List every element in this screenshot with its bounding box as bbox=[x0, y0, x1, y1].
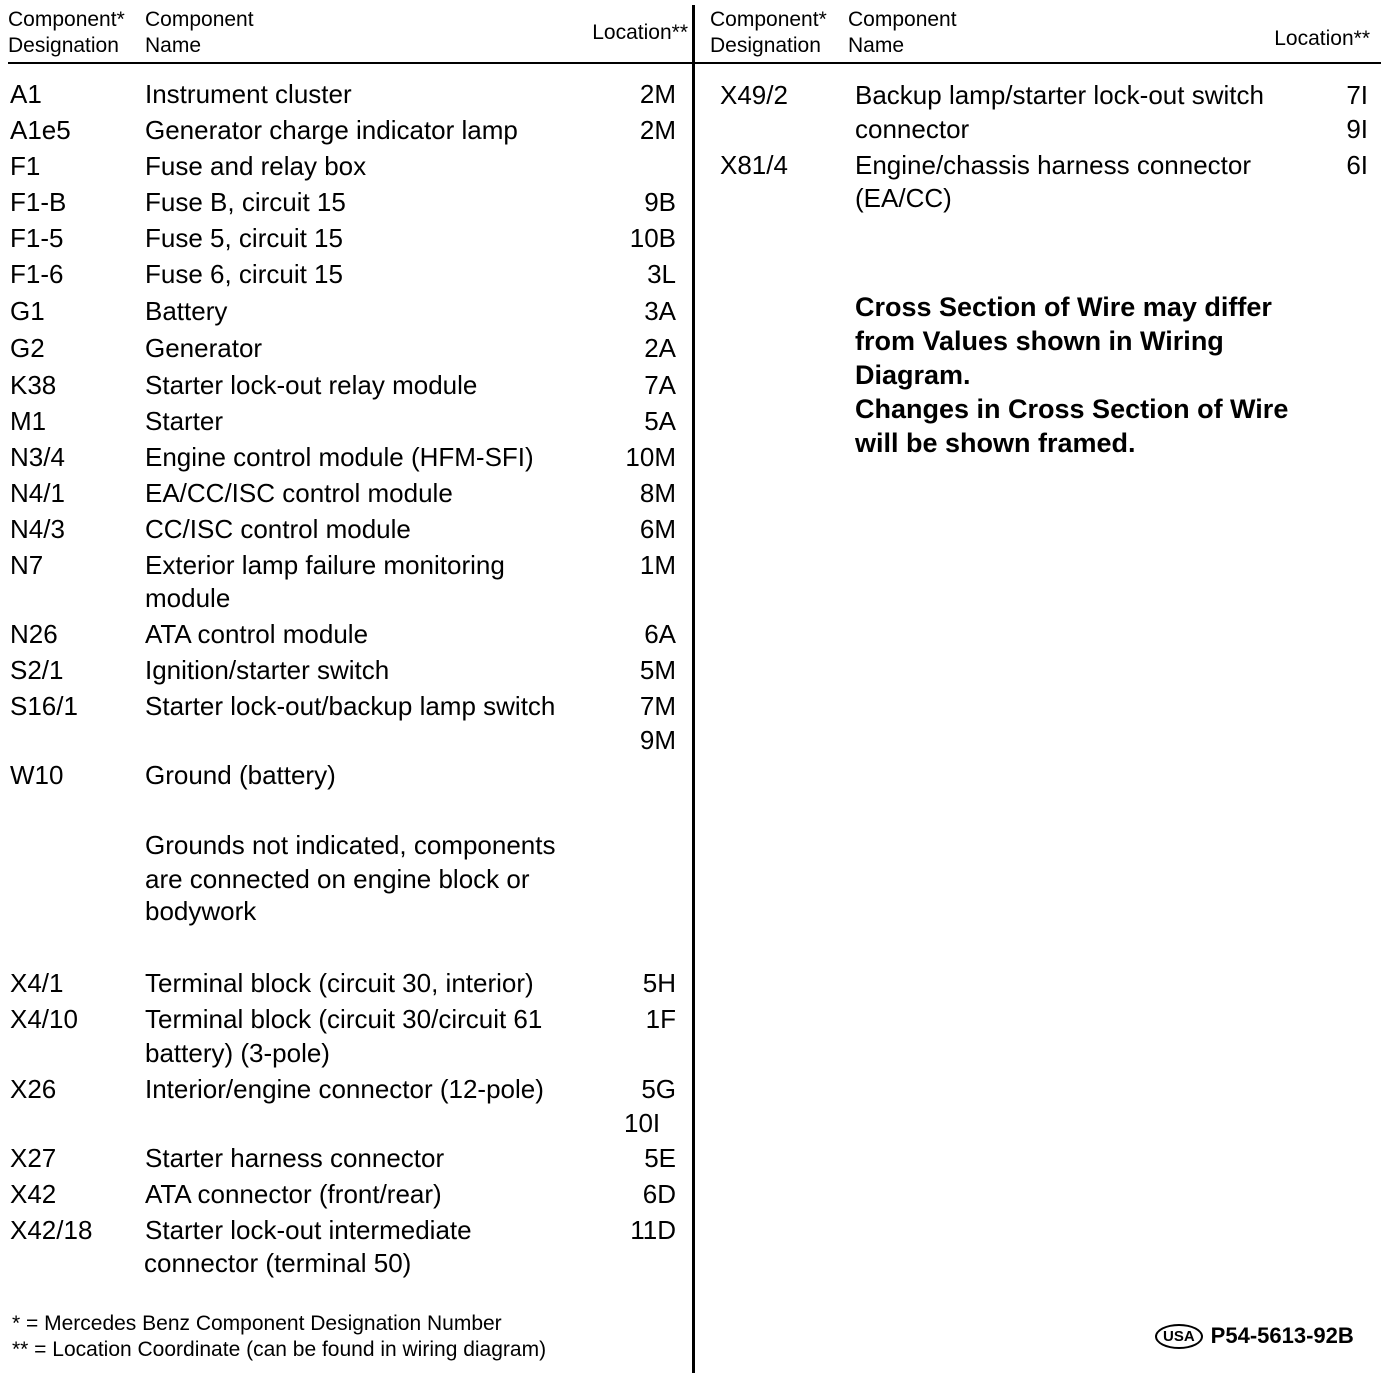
document-code: P54-5613-92B bbox=[1210, 1323, 1354, 1349]
note-line-1: Cross Section of Wire may differ from Values shown in Wiring Diagram. bbox=[855, 292, 1272, 390]
left-row-17-name: Starter lock-out/backup lamp switch bbox=[145, 691, 556, 721]
left-row-15-designation: N26 bbox=[10, 619, 58, 649]
left-row-23-location: 5H bbox=[642, 968, 676, 998]
left-row-20-name: Grounds not indicated, components bbox=[145, 830, 556, 860]
left-row-12-location: 6M bbox=[639, 514, 676, 544]
left-row-8-location: 7A bbox=[644, 370, 676, 400]
left-row-23-designation: X4/1 bbox=[10, 968, 64, 998]
right-row-1-name: connector bbox=[855, 114, 970, 144]
left-row-3-location: 9B bbox=[644, 187, 676, 217]
left-row-12-name: CC/ISC control module bbox=[145, 514, 411, 544]
left-row-11-name: EA/CC/ISC control module bbox=[145, 478, 453, 508]
left-row-22-name: bodywork bbox=[145, 896, 257, 926]
left-row-29-location: 6D bbox=[642, 1179, 676, 1209]
right-header-name: Component Name bbox=[848, 8, 957, 57]
left-row-14-name: module bbox=[145, 583, 231, 613]
left-row-1-location: 2M bbox=[639, 115, 676, 145]
left-row-30-location: 11D bbox=[630, 1215, 676, 1245]
left-row-11-location: 8M bbox=[639, 478, 676, 508]
right-row-0-location: 7I bbox=[1346, 80, 1368, 110]
left-row-2-designation: F1 bbox=[10, 151, 41, 181]
footnote-designation: * = Mercedes Benz Component Designation Number bbox=[12, 1312, 502, 1335]
left-row-13-designation: N7 bbox=[10, 550, 44, 580]
left-row-4-name: Fuse 5, circuit 15 bbox=[145, 223, 343, 253]
left-row-17-designation: S16/1 bbox=[10, 691, 78, 721]
left-row-27-location: 10I bbox=[624, 1108, 661, 1138]
left-row-7-designation: G2 bbox=[10, 333, 45, 363]
left-row-23-name: Terminal block (circuit 30, interior) bbox=[145, 968, 534, 998]
right-row-3-name: (EA/CC) bbox=[855, 183, 952, 213]
left-row-28-name: Starter harness connector bbox=[145, 1143, 445, 1173]
usa-badge-icon: USA bbox=[1155, 1324, 1203, 1349]
left-row-0-name: Instrument cluster bbox=[145, 79, 352, 109]
left-row-24-name: Terminal block (circuit 30/circuit 61 bbox=[145, 1004, 543, 1034]
left-row-1-name: Generator charge indicator lamp bbox=[145, 115, 518, 145]
left-row-18-location: 9M bbox=[639, 725, 676, 755]
left-row-0-designation: A1 bbox=[10, 79, 42, 109]
left-row-4-designation: F1-5 bbox=[10, 223, 64, 253]
footnote-location: ** = Location Coordinate (can be found in wiring diagram) bbox=[12, 1338, 547, 1361]
left-row-13-location: 1M bbox=[639, 550, 676, 580]
right-header-rule bbox=[695, 62, 1381, 64]
left-row-19-designation: W10 bbox=[10, 760, 64, 790]
wire-cross-section-note bbox=[855, 290, 1335, 460]
left-row-0-location: 2M bbox=[639, 79, 676, 109]
left-row-5-location: 3L bbox=[647, 259, 676, 289]
right-row-0-name: Backup lamp/starter lock-out switch bbox=[855, 80, 1264, 110]
left-header-location: Location** bbox=[592, 21, 688, 44]
left-row-24-designation: X4/10 bbox=[10, 1004, 78, 1034]
left-row-9-name: Starter bbox=[145, 406, 224, 436]
left-row-26-location: 5G bbox=[641, 1074, 676, 1104]
left-row-15-location: 6A bbox=[644, 619, 676, 649]
left-row-21-name: are connected on engine block or bbox=[145, 864, 530, 894]
left-row-9-designation: M1 bbox=[10, 406, 47, 436]
left-row-12-designation: N4/3 bbox=[10, 514, 65, 544]
left-row-24-location: 1F bbox=[645, 1004, 676, 1034]
left-header-designation: Component* Designation bbox=[8, 8, 125, 57]
left-row-29-designation: X42 bbox=[10, 1179, 57, 1209]
left-row-10-name: Engine control module (HFM-SFI) bbox=[145, 442, 534, 472]
left-row-30-designation: X42/18 bbox=[10, 1215, 93, 1245]
left-row-4-location: 10B bbox=[629, 223, 676, 253]
column-divider bbox=[692, 5, 695, 1373]
left-row-11-designation: N4/1 bbox=[10, 478, 65, 508]
left-row-7-name: Generator bbox=[145, 333, 263, 363]
left-row-7-location: 2A bbox=[644, 333, 676, 363]
left-row-25-name: battery) (3-pole) bbox=[145, 1038, 330, 1068]
document-id bbox=[1155, 1322, 1354, 1349]
left-row-29-name: ATA connector (front/rear) bbox=[145, 1179, 442, 1209]
left-row-9-location: 5A bbox=[644, 406, 676, 436]
left-row-31-name: connector (terminal 50) bbox=[144, 1248, 412, 1278]
left-row-16-location: 5M bbox=[639, 655, 676, 685]
left-row-5-name: Fuse 6, circuit 15 bbox=[145, 259, 343, 289]
left-row-6-name: Battery bbox=[145, 296, 228, 326]
left-row-2-name: Fuse and relay box bbox=[145, 151, 367, 181]
right-header-designation: Component* Designation bbox=[710, 8, 827, 57]
left-row-16-name: Ignition/starter switch bbox=[145, 655, 390, 685]
left-row-13-name: Exterior lamp failure monitoring bbox=[145, 550, 505, 580]
left-row-17-location: 7M bbox=[639, 691, 676, 721]
left-row-26-name: Interior/engine connector (12-pole) bbox=[145, 1074, 544, 1104]
left-row-10-location: 10M bbox=[625, 442, 676, 472]
left-header-rule bbox=[8, 62, 692, 64]
left-row-3-designation: F1-B bbox=[10, 187, 67, 217]
left-row-6-designation: G1 bbox=[10, 296, 45, 326]
left-row-28-location: 5E bbox=[644, 1143, 676, 1173]
right-row-1-location: 9I bbox=[1346, 114, 1368, 144]
left-row-30-name: Starter lock-out intermediate bbox=[145, 1215, 472, 1245]
right-row-2-location: 6I bbox=[1346, 150, 1368, 180]
left-row-6-location: 3A bbox=[644, 296, 676, 326]
right-row-2-designation: X81/4 bbox=[720, 150, 788, 180]
left-row-8-designation: K38 bbox=[10, 370, 57, 400]
left-row-5-designation: F1-6 bbox=[10, 259, 64, 289]
left-row-3-name: Fuse B, circuit 15 bbox=[145, 187, 346, 217]
left-row-15-name: ATA control module bbox=[145, 619, 369, 649]
left-row-10-designation: N3/4 bbox=[10, 442, 65, 472]
right-row-0-designation: X49/2 bbox=[720, 80, 788, 110]
left-header-name: Component Name bbox=[145, 8, 254, 57]
left-row-8-name: Starter lock-out relay module bbox=[145, 370, 478, 400]
left-row-26-designation: X26 bbox=[10, 1074, 57, 1104]
note-line-2: Changes in Cross Section of Wire will be shown framed. bbox=[855, 394, 1289, 458]
left-row-16-designation: S2/1 bbox=[10, 655, 64, 685]
right-row-2-name: Engine/chassis harness connector bbox=[855, 150, 1252, 180]
left-row-1-designation: A1e5 bbox=[10, 115, 71, 145]
left-row-19-name: Ground (battery) bbox=[145, 760, 336, 790]
left-row-28-designation: X27 bbox=[10, 1143, 57, 1173]
right-header-location: Location** bbox=[1274, 27, 1370, 50]
